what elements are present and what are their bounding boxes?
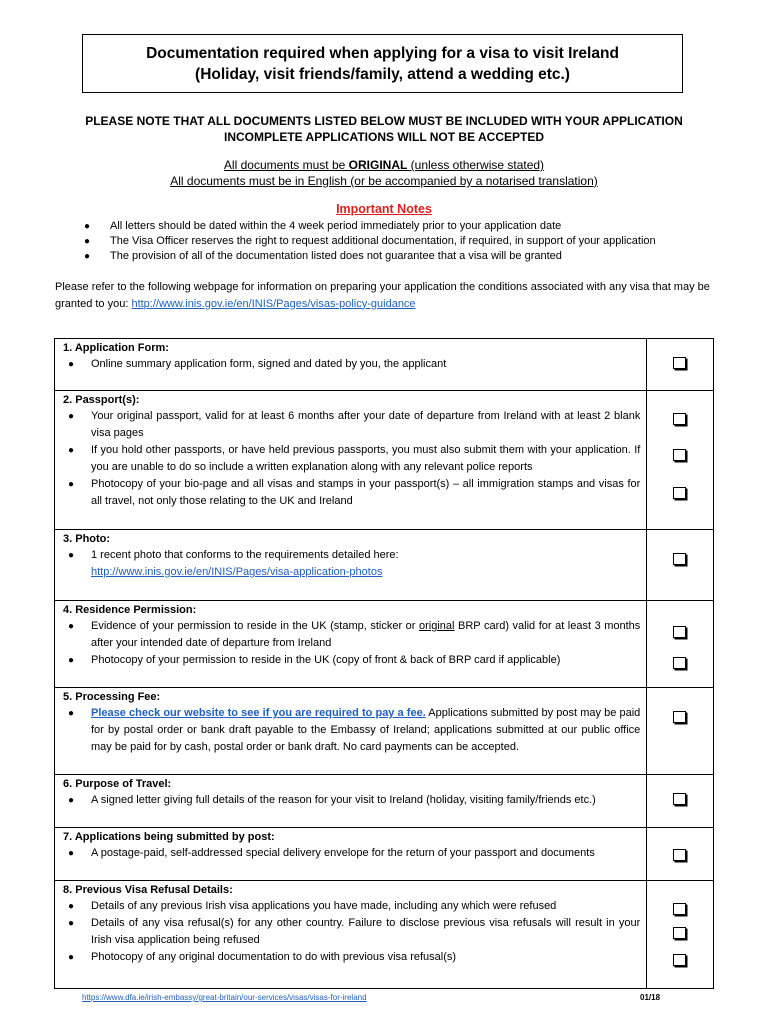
table-row: [55, 601, 714, 688]
list-item: ● If you hold other passports, or have held previous passports, you must also submit them with your application. If you are unable to do so include a written explanation along with any relevant police reports: [68, 444, 641, 473]
footer-link[interactable]: https://www.dfa.ie/irish-embassy/great-britain/our-services/visas/visas-for-ireland: [82, 993, 367, 1002]
original-line-1-bold: ORIGINAL: [348, 158, 408, 172]
bullet: ●: [84, 236, 91, 247]
refer-paragraph: [55, 279, 720, 312]
list-item: ● Photocopy of any original documentation to do with previous visa refusal(s): [55, 949, 646, 966]
table-row: [55, 775, 714, 828]
bullet: ●: [68, 901, 75, 912]
list-item: ● Photocopy of your bio-page and all visas and stamps in your passport(s) – all immigration stamps and visas for all travel, not only those relating to the UK and Ireland: [68, 478, 641, 507]
bullet: ●: [68, 359, 75, 370]
checkbox[interactable]: [673, 487, 686, 499]
checkbox[interactable]: [673, 449, 686, 461]
requirements-table: [54, 338, 714, 989]
table-row: [55, 881, 714, 989]
checkbox[interactable]: [673, 413, 686, 425]
list-item: ● A signed letter giving full details of the reason for your visit to Ireland (holiday, visiting family/friends etc.): [55, 792, 646, 809]
checkbox[interactable]: [673, 849, 686, 861]
section-heading: 4. Residence Permission:: [63, 604, 197, 616]
list-item: ● Your original passport, valid for at least 6 months after your date of departure from Ireland with at least 2 blank visa pages: [68, 410, 641, 439]
checkbox[interactable]: [673, 903, 686, 915]
original-line-1-post: (unless otherwise stated): [407, 158, 545, 172]
visa-photos-link[interactable]: http://www.inis.gov.ie/en/INIS/Pages/visa-application-photos: [91, 566, 383, 578]
document-subtitle: (Holiday, visit friends/family, attend a wedding etc.): [195, 65, 570, 83]
visas-policy-link[interactable]: http://www.inis.gov.ie/en/INIS/Pages/visas-policy-guidance: [131, 297, 416, 310]
bullet: ●: [68, 550, 75, 561]
checkbox[interactable]: [673, 927, 686, 939]
section-heading: 7. Applications being submitted by post:: [63, 831, 275, 843]
processing-fee-link[interactable]: Please check our website to see if you are required to pay a fee.: [91, 707, 426, 719]
checkbox[interactable]: [673, 657, 686, 669]
list-item: ● Details of any previous Irish visa applications you have made, including any which were refused: [55, 898, 646, 915]
table-row: [55, 339, 714, 391]
checkbox[interactable]: [673, 711, 686, 723]
table-row: [55, 828, 714, 881]
bullet: ●: [68, 655, 75, 666]
checkbox[interactable]: [673, 553, 686, 565]
bullet: ●: [84, 221, 91, 232]
list-item: ● Evidence of your permission to reside in the UK (stamp, sticker or original BRP card) valid for at least 3 months after your intended date of departure from Ireland: [68, 620, 641, 649]
list-item: ● 1 recent photo that conforms to the requirements detailed here: http://www.inis.gov.ie/en/INIS/Pages/visa-application-photos: [68, 549, 399, 578]
page-number: 01/18: [640, 993, 661, 1002]
list-item: ● Please check our website to see if you are required to pay a fee. Applications submitted by post may be paid for by postal order or bank draft payable to the Embassy of Ireland; applications submitted at our public office may be paid for by cash, postal order or bank draft. No card payments can be accepted.: [68, 707, 641, 753]
original-requirements: [0, 157, 768, 189]
bullet: ●: [68, 918, 75, 929]
list-item: ● A postage-paid, self-addressed special delivery envelope for the return of your passport and documents: [55, 845, 646, 862]
bullet: ●: [68, 411, 75, 422]
bullet: ●: [68, 621, 75, 632]
table-row: [55, 688, 714, 775]
document-title: Documentation required when applying for a visa to visit Ireland: [146, 44, 619, 62]
table-row: [55, 530, 714, 601]
bullet: ●: [68, 708, 75, 719]
checkbox[interactable]: [673, 793, 686, 805]
checkbox[interactable]: [673, 954, 686, 966]
list-item: ● Photocopy of your permission to reside in the UK (copy of front & back of BRP card if applicable): [55, 652, 646, 669]
notice-line-2: INCOMPLETE APPLICATIONS WILL NOT BE ACCEPTED: [223, 130, 544, 144]
list-item: ● Online summary application form, signed and dated by you, the applicant: [55, 356, 646, 373]
list-item: ● The Visa Officer reserves the right to request additional documentation, if required, in support of your application: [84, 235, 656, 247]
notice: [0, 113, 768, 145]
bullet: ●: [68, 445, 75, 456]
bullet: ●: [68, 848, 75, 859]
refer-text: Please refer to the following webpage for information on preparing your application the conditions associated with any visa that may be granted to you:: [55, 281, 710, 310]
section-heading: 1. Application Form:: [63, 342, 169, 354]
section-heading: 3. Photo:: [63, 533, 111, 545]
bullet: ●: [68, 795, 75, 806]
important-notes-heading: Important Notes: [336, 202, 432, 216]
notice-line-1: PLEASE NOTE THAT ALL DOCUMENTS LISTED BELOW MUST BE INCLUDED WITH YOUR APPLICATION: [85, 114, 683, 128]
section-heading: 5. Processing Fee:: [63, 691, 161, 703]
bullet: ●: [68, 952, 75, 963]
list-item: ● All letters should be dated within the 4 week period immediately prior to your application date: [84, 220, 562, 232]
section-heading: 8. Previous Visa Refusal Details:: [63, 884, 233, 896]
checkbox[interactable]: [673, 626, 686, 638]
original-line-2: All documents must be in English (or be accompanied by a notarised translation): [170, 174, 598, 188]
list-item: ● The provision of all of the documentation listed does not guarantee that a visa will be granted: [84, 250, 562, 262]
checkbox[interactable]: [673, 357, 686, 369]
document-title-box: [82, 34, 683, 93]
important-notes-list: [84, 219, 724, 264]
bullet: ●: [84, 251, 91, 262]
table-row: [55, 391, 714, 530]
original-line-1-pre: All documents must be: [223, 158, 349, 172]
section-heading: 6. Purpose of Travel:: [63, 778, 172, 790]
section-heading: 2. Passport(s):: [63, 394, 140, 406]
list-item: ● Details of any visa refusal(s) for any other country. Failure to disclose previous visa refusals will result in your Irish visa application being refused: [68, 917, 641, 946]
bullet: ●: [68, 479, 75, 490]
